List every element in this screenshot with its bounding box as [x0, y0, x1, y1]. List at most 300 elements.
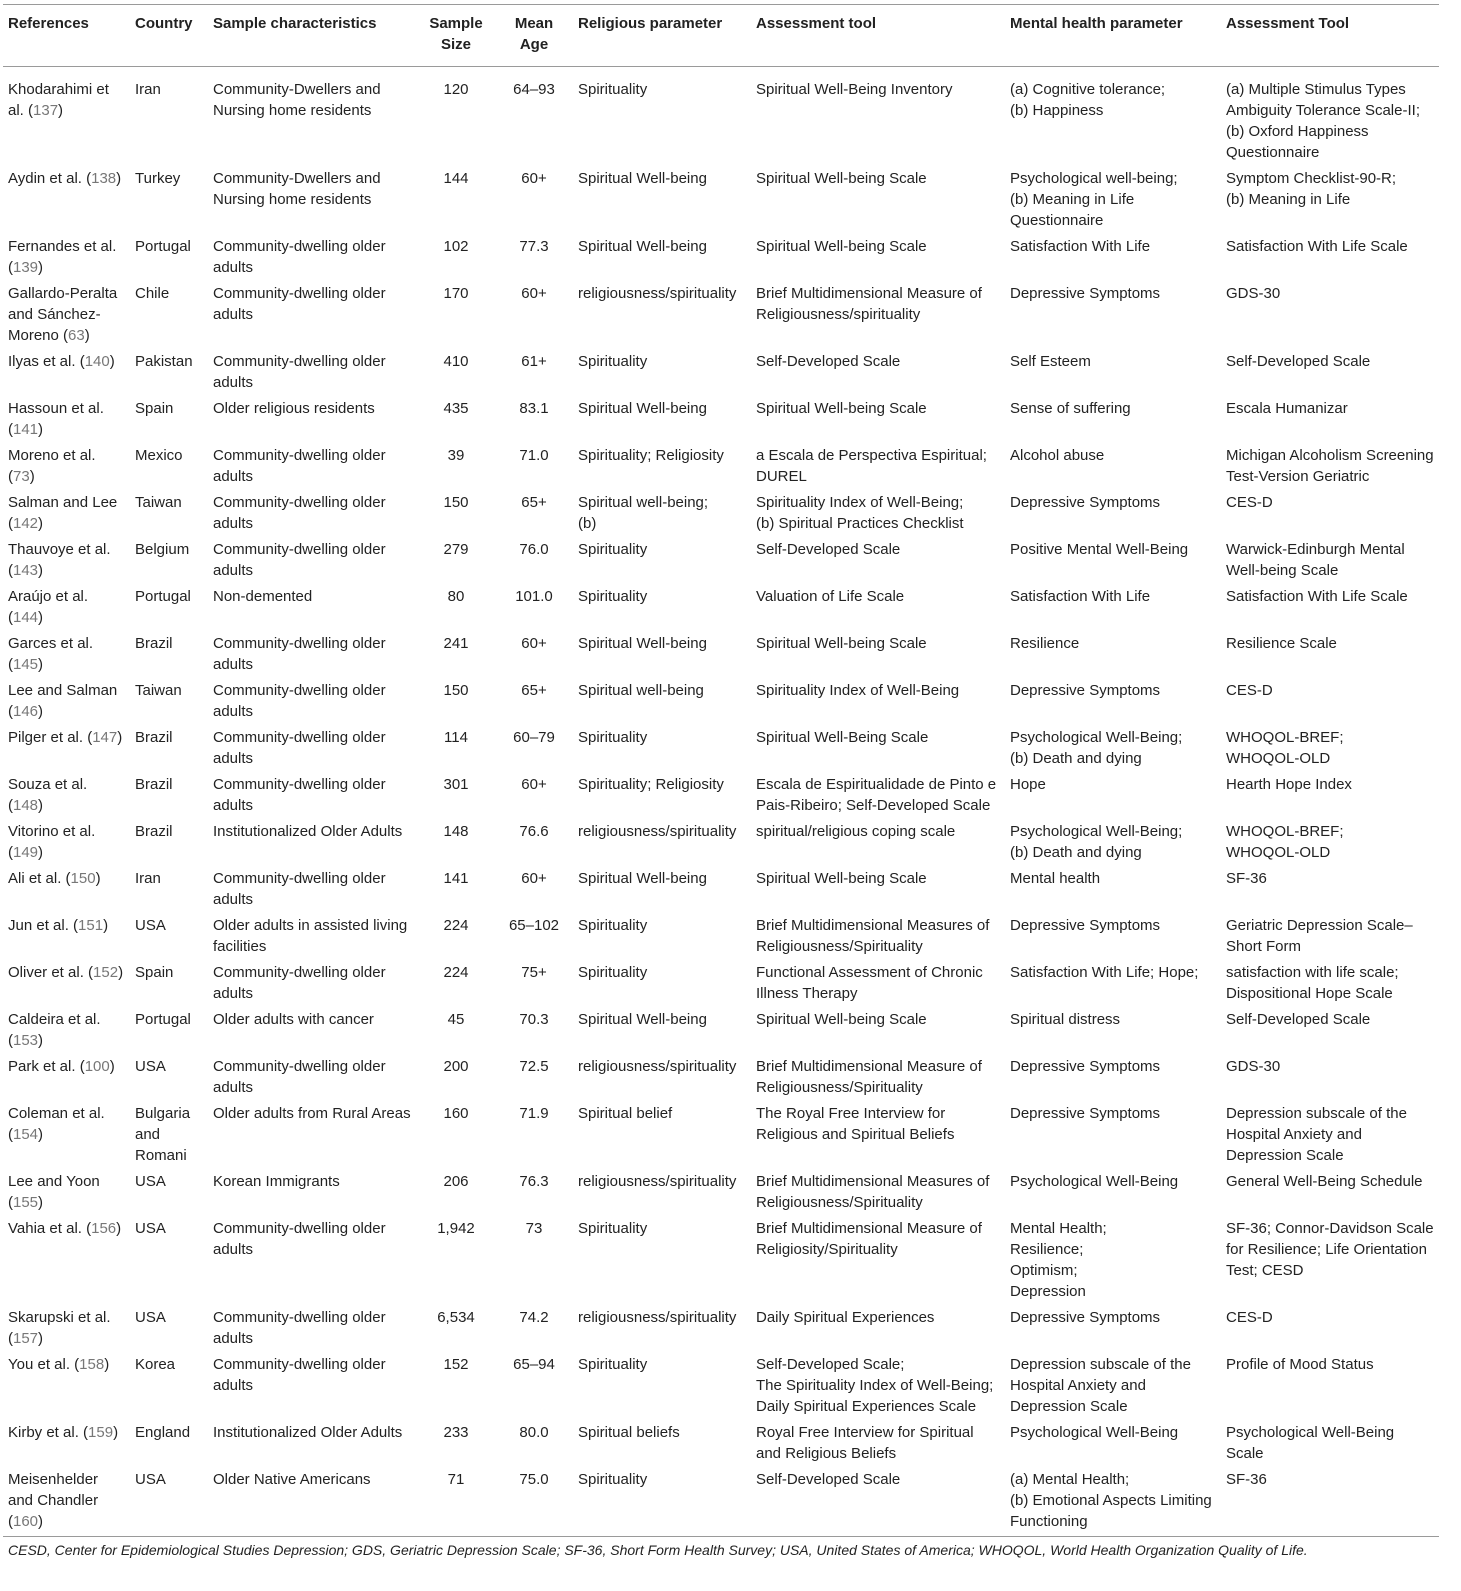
cell-assessment-tool — [751, 346, 1005, 393]
cell-text: Valuation of Life Scale — [756, 588, 905, 605]
reference-link[interactable]: 157 — [13, 1330, 39, 1347]
cell-assessment-tool — [751, 1464, 1005, 1537]
reference-link[interactable]: 141 — [13, 421, 39, 438]
cell-text: Spain — [135, 964, 174, 981]
cell-text: Psychological Well-Being Scale — [1226, 1424, 1395, 1462]
reference-link[interactable]: 149 — [13, 844, 39, 861]
cell-text: Hope — [1010, 776, 1046, 793]
cell-text: CES-D — [1226, 494, 1273, 511]
cell-mean-age — [495, 1004, 573, 1051]
cell-mental-health-tool — [1221, 863, 1439, 910]
cell-religious-parameter — [573, 816, 751, 863]
cell-text: 60+ — [521, 870, 547, 887]
cell-text: Bulgaria and Romani — [135, 1105, 191, 1164]
reference-authors: Kirby et al. — [8, 1424, 79, 1441]
reference-link[interactable]: 144 — [13, 609, 39, 626]
cell-text: Community-dwelling older adults — [213, 353, 386, 391]
cell-religious-parameter — [573, 581, 751, 628]
cell-text: USA — [135, 1471, 166, 1488]
reference-authors: Skarupski et al. — [8, 1309, 111, 1326]
cell-country — [130, 769, 208, 816]
reference-authors: Gallardo-Peralta and Sánchez-Moreno — [8, 285, 118, 344]
cell-mental-health-tool — [1221, 440, 1439, 487]
table-row — [3, 1349, 1439, 1417]
cell-sample-characteristics — [208, 581, 417, 628]
cell-religious-parameter — [573, 231, 751, 278]
cell-mental-health-parameter — [1005, 231, 1221, 278]
cell-country — [130, 816, 208, 863]
cell-text: Spiritual Well-being Scale — [756, 870, 927, 887]
cell-country — [130, 1302, 208, 1349]
cell-text: 61+ — [521, 353, 547, 370]
cell-text: USA — [135, 1309, 166, 1326]
cell-mean-age — [495, 628, 573, 675]
cell-text: Spirituality; Religiosity — [578, 447, 724, 464]
cell-text: Spiritual Well-being — [578, 238, 707, 255]
reference-link[interactable]: 138 — [91, 170, 117, 187]
reference-authors: You et al. — [8, 1356, 70, 1373]
table-row — [3, 487, 1439, 534]
cell-reference: Aydin et al. (138) — [8, 170, 122, 187]
cell-text: 141 — [443, 870, 469, 887]
cell-text: Geriatric Depression Scale–Short Form — [1226, 917, 1413, 955]
cell-country — [130, 278, 208, 346]
cell-text: 6,534 — [437, 1309, 475, 1326]
cell-religious-parameter — [573, 393, 751, 440]
reference-link[interactable]: 159 — [88, 1424, 114, 1441]
cell-sample-size — [417, 163, 495, 231]
cell-mean-age — [495, 910, 573, 957]
cell-text: 83.1 — [519, 400, 549, 417]
cell-text: 65–102 — [508, 917, 560, 934]
cell-mental-health-parameter — [1005, 581, 1221, 628]
header-country: Country — [130, 5, 208, 67]
cell-mean-age — [495, 957, 573, 1004]
table-row — [3, 1417, 1439, 1464]
cell-mental-health-tool — [1221, 346, 1439, 393]
cell-mental-health-tool — [1221, 1349, 1439, 1417]
cell-text: Older adults in assisted living facilities — [213, 917, 408, 955]
cell-mental-health-parameter — [1005, 1098, 1221, 1166]
cell-religious-parameter — [573, 1051, 751, 1098]
cell-text: Spiritual Well-being — [578, 1011, 707, 1028]
cell-reference: Souza et al. (148) — [8, 776, 88, 814]
reference-link[interactable]: 142 — [13, 515, 39, 532]
cell-text: 76.3 — [519, 1173, 549, 1190]
table-row — [3, 346, 1439, 393]
cell-text: 75+ — [521, 964, 547, 981]
cell-text: 45 — [447, 1011, 465, 1028]
cell-mean-age — [495, 440, 573, 487]
reference-authors: Hassoun et al. — [8, 400, 104, 417]
reference-link[interactable]: 151 — [78, 917, 104, 934]
cell-text: Community-dwelling older adults — [213, 238, 386, 276]
cell-text: 70.3 — [519, 1011, 549, 1028]
cell-text: Community-dwelling older adults — [213, 494, 386, 532]
cell-text: Self-Developed Scale — [1226, 1011, 1371, 1028]
reference-link[interactable]: 153 — [13, 1032, 39, 1049]
cell-sample-characteristics — [208, 816, 417, 863]
cell-text: Psychological Well-Being — [1010, 1173, 1179, 1190]
cell-country — [130, 163, 208, 231]
cell-religious-parameter — [573, 1213, 751, 1302]
cell-text: (b) Meaning in Life Questionnaire — [1010, 191, 1135, 229]
cell-text: Spiritual Well-being Scale — [756, 1011, 927, 1028]
cell-text: Community-dwelling older adults — [213, 870, 386, 908]
table-row — [3, 67, 1439, 164]
cell-text: Self-Developed Scale — [756, 541, 901, 558]
cell-reference: Park et al. (100) — [8, 1058, 115, 1075]
table-row — [3, 1464, 1439, 1537]
cell-reference: Fernandes et al. (139) — [8, 238, 117, 276]
cell-mental-health-parameter — [1005, 957, 1221, 1004]
reference-link[interactable]: 137 — [33, 102, 59, 119]
cell-sample-characteristics — [208, 675, 417, 722]
cell-sample-size — [417, 278, 495, 346]
cell-country — [130, 1004, 208, 1051]
cell-text: Brief Multidimensional Measure of Religiousness/Spirituality — [756, 1058, 982, 1096]
cell-assessment-tool — [751, 534, 1005, 581]
cell-text: Warwick-Edinburgh Mental Well-being Scale — [1226, 541, 1405, 579]
cell-text: Spirituality Index of Well-Being; — [756, 494, 964, 511]
cell-mental-health-tool — [1221, 816, 1439, 863]
cell-sample-characteristics — [208, 1166, 417, 1213]
cell-mean-age — [495, 1302, 573, 1349]
reference-link[interactable]: 143 — [13, 562, 39, 579]
cell-text: (b) Death and dying — [1010, 750, 1142, 767]
cell-text: Escala Humanizar — [1226, 400, 1348, 417]
cell-reference: Hassoun et al. (141) — [8, 400, 104, 438]
cell-text: Iran — [135, 870, 161, 887]
cell-assessment-tool — [751, 1004, 1005, 1051]
cell-text: Brazil — [135, 823, 173, 840]
cell-text: Spirituality — [578, 541, 648, 558]
cell-text: 64–93 — [513, 81, 555, 98]
cell-sample-size — [417, 393, 495, 440]
cell-text: Spiritual beliefs — [578, 1424, 680, 1441]
cell-sample-size — [417, 1213, 495, 1302]
cell-text: a Escala de Perspectiva Espiritual; — [756, 447, 987, 464]
cell-text: Profile of Mood Status — [1226, 1356, 1374, 1373]
table-footnote: CESD, Center for Epidemiological Studies Depression; GDS, Geriatric Depression Scale; SF-36, Short Form Health Survey; USA, United States of America; WHOQOL, World Health Organization Quality of Life. — [3, 1537, 1439, 1561]
reference-link[interactable]: 155 — [13, 1194, 39, 1211]
cell-assessment-tool — [751, 863, 1005, 910]
cell-reference: Lee and Yoon (155) — [8, 1173, 100, 1211]
cell-country — [130, 393, 208, 440]
cell-text: Spiritual Well-being — [578, 170, 707, 187]
cell-mental-health-parameter — [1005, 487, 1221, 534]
cell-country — [130, 534, 208, 581]
cell-mean-age — [495, 346, 573, 393]
cell-text: Psychological well-being; — [1010, 170, 1178, 187]
cell-text: 74.2 — [519, 1309, 549, 1326]
cell-text: Spiritual Well-being — [578, 635, 707, 652]
cell-country — [130, 440, 208, 487]
cell-sample-characteristics — [208, 346, 417, 393]
reference-link[interactable]: 148 — [13, 797, 39, 814]
cell-mean-age — [495, 1213, 573, 1302]
cell-text: Spirituality — [578, 964, 648, 981]
reference-authors: Aydin et al. — [8, 170, 82, 187]
reference-link[interactable]: 150 — [70, 870, 96, 887]
table-row — [3, 863, 1439, 910]
cell-text: The Spirituality Index of Well-Being; — [756, 1377, 994, 1394]
cell-reference: Kirby et al. (159) — [8, 1424, 119, 1441]
cell-text: WHOQOL-OLD — [1226, 750, 1331, 767]
cell-text: Spiritual Well-being Scale — [756, 635, 927, 652]
cell-reference: Meisenhelder and Chandler (160) — [8, 1471, 99, 1530]
reference-link[interactable]: 160 — [13, 1513, 39, 1530]
table-row — [3, 722, 1439, 769]
cell-assessment-tool — [751, 675, 1005, 722]
cell-country — [130, 231, 208, 278]
cell-text: Satisfaction With Life Scale — [1226, 238, 1408, 255]
cell-reference: Oliver et al. (152) — [8, 964, 124, 981]
header-assessment-tool-2: Assessment Tool — [1221, 5, 1439, 67]
cell-religious-parameter — [573, 1302, 751, 1349]
cell-text: Older religious residents — [213, 400, 375, 417]
table-row — [3, 1004, 1439, 1051]
cell-mental-health-tool — [1221, 722, 1439, 769]
cell-assessment-tool — [751, 581, 1005, 628]
cell-text: Spirituality — [578, 1356, 648, 1373]
cell-country — [130, 910, 208, 957]
cell-text: Depressive Symptoms — [1010, 1309, 1161, 1326]
cell-mean-age — [495, 278, 573, 346]
cell-mean-age — [495, 1417, 573, 1464]
cell-sample-characteristics — [208, 231, 417, 278]
cell-text: Brazil — [135, 729, 173, 746]
table-row — [3, 163, 1439, 231]
cell-text: (b) Meaning in Life — [1226, 191, 1351, 208]
cell-mental-health-tool — [1221, 534, 1439, 581]
cell-text: 114 — [444, 729, 468, 746]
reference-link[interactable]: 139 — [13, 259, 39, 276]
cell-country — [130, 1417, 208, 1464]
cell-mean-age — [495, 675, 573, 722]
cell-mental-health-parameter — [1005, 863, 1221, 910]
cell-text: 39 — [447, 447, 465, 464]
cell-religious-parameter — [573, 1464, 751, 1537]
cell-text: 435 — [443, 400, 469, 417]
cell-religious-parameter — [573, 1166, 751, 1213]
cell-text: Hearth Hope Index — [1226, 776, 1352, 793]
reference-authors: Oliver et al. — [8, 964, 84, 981]
cell-assessment-tool — [751, 231, 1005, 278]
cell-country — [130, 1349, 208, 1417]
cell-text: Self-Developed Scale — [756, 1471, 901, 1488]
cell-mental-health-parameter — [1005, 67, 1221, 164]
cell-text: 71.0 — [519, 447, 549, 464]
cell-assessment-tool — [751, 816, 1005, 863]
reference-link[interactable]: 147 — [92, 729, 118, 746]
table-row — [3, 816, 1439, 863]
cell-sample-size — [417, 440, 495, 487]
cell-mean-age — [495, 1098, 573, 1166]
reference-link[interactable]: 73 — [13, 468, 30, 485]
cell-text: CES-D — [1226, 682, 1273, 699]
cell-mean-age — [495, 581, 573, 628]
reference-authors: Lee and Salman — [8, 682, 118, 699]
cell-country — [130, 1098, 208, 1166]
cell-sample-characteristics — [208, 1417, 417, 1464]
cell-mental-health-tool — [1221, 163, 1439, 231]
cell-text: 148 — [443, 823, 469, 840]
cell-mental-health-parameter — [1005, 1213, 1221, 1302]
cell-text: Resilience; — [1010, 1241, 1084, 1258]
cell-text: Depressive Symptoms — [1010, 494, 1161, 511]
cell-mental-health-tool — [1221, 1166, 1439, 1213]
cell-text: 60+ — [521, 635, 547, 652]
cell-text: 60+ — [521, 170, 547, 187]
cell-sample-characteristics — [208, 67, 417, 164]
cell-religious-parameter — [573, 163, 751, 231]
cell-text: Satisfaction With Life — [1010, 238, 1151, 255]
table-row — [3, 1302, 1439, 1349]
studies-table — [3, 4, 1439, 1560]
cell-text: Community-Dwellers and Nursing home residents — [213, 81, 381, 119]
reference-authors: Garces et al. — [8, 635, 94, 652]
cell-mean-age — [495, 231, 573, 278]
cell-text: 73 — [525, 1220, 543, 1237]
cell-country — [130, 863, 208, 910]
cell-text: 152 — [443, 1356, 469, 1373]
cell-text: Brief Multidimensional Measures of Religiousness/Spirituality — [756, 917, 990, 955]
reference-link[interactable]: 146 — [13, 703, 39, 720]
reference-authors: Meisenhelder and Chandler — [8, 1471, 99, 1509]
cell-text: Resilience — [1010, 635, 1080, 652]
cell-text: Depressive Symptoms — [1010, 1058, 1161, 1075]
cell-sample-size — [417, 67, 495, 164]
cell-text: GDS-30 — [1226, 1058, 1281, 1075]
cell-mean-age — [495, 487, 573, 534]
cell-text: Institutionalized Older Adults — [213, 823, 403, 840]
cell-text: Iran — [135, 81, 161, 98]
reference-link[interactable]: 152 — [93, 964, 119, 981]
cell-text: Older adults from Rural Areas — [213, 1105, 411, 1122]
cell-assessment-tool — [751, 722, 1005, 769]
reference-link[interactable]: 100 — [84, 1058, 110, 1075]
cell-text: WHOQOL-BREF; — [1226, 823, 1344, 840]
reference-link[interactable]: 63 — [68, 327, 85, 344]
cell-text: (b) Emotional Aspects Limiting Functioning — [1010, 1492, 1212, 1530]
cell-text: 60+ — [521, 285, 547, 302]
cell-reference: You et al. (158) — [8, 1356, 110, 1373]
cell-text: religiousness/spirituality — [578, 823, 737, 840]
cell-sample-size — [417, 581, 495, 628]
cell-text: (b) — [578, 515, 597, 532]
header-mean-age: Mean Age — [495, 5, 573, 67]
cell-text: Spirituality — [578, 729, 648, 746]
reference-authors: Thauvoye et al. — [8, 541, 111, 558]
reference-link[interactable]: 156 — [91, 1220, 117, 1237]
reference-authors: Khodarahimi et al. — [8, 81, 109, 119]
cell-text: Older Native Americans — [213, 1471, 371, 1488]
cell-sample-characteristics — [208, 393, 417, 440]
cell-mean-age — [495, 1051, 573, 1098]
cell-text: Spirituality — [578, 1220, 648, 1237]
cell-mental-health-tool — [1221, 393, 1439, 440]
cell-text: 60+ — [521, 776, 547, 793]
cell-sample-size — [417, 816, 495, 863]
cell-religious-parameter — [573, 675, 751, 722]
cell-mental-health-parameter — [1005, 1302, 1221, 1349]
cell-country — [130, 487, 208, 534]
table-header — [3, 5, 1439, 67]
cell-text: Korea — [135, 1356, 176, 1373]
table-row — [3, 534, 1439, 581]
cell-mean-age — [495, 722, 573, 769]
cell-mean-age — [495, 1166, 573, 1213]
reference-link[interactable]: 140 — [84, 353, 110, 370]
cell-mental-health-tool — [1221, 675, 1439, 722]
cell-mean-age — [495, 863, 573, 910]
cell-text: Community-Dwellers and Nursing home residents — [213, 170, 381, 208]
cell-assessment-tool — [751, 1213, 1005, 1302]
cell-sample-size — [417, 1051, 495, 1098]
cell-sample-size — [417, 534, 495, 581]
reference-authors: Araújo et al. — [8, 588, 89, 605]
cell-sample-characteristics — [208, 957, 417, 1004]
cell-religious-parameter — [573, 769, 751, 816]
reference-link[interactable]: 145 — [13, 656, 39, 673]
cell-text: Depression subscale of the Hospital Anxiety and Depression Scale — [1226, 1105, 1407, 1164]
cell-religious-parameter — [573, 487, 751, 534]
cell-text: 65+ — [521, 494, 547, 511]
cell-mental-health-tool — [1221, 1302, 1439, 1349]
cell-text: Community-dwelling older adults — [213, 635, 386, 673]
cell-text: 76.6 — [519, 823, 549, 840]
header-references: References — [3, 5, 130, 67]
cell-assessment-tool — [751, 393, 1005, 440]
cell-text: Depressive Symptoms — [1010, 285, 1161, 302]
cell-text: (a) Mental Health; — [1010, 1471, 1130, 1488]
cell-text: Brazil — [135, 635, 173, 652]
cell-reference: Vitorino et al. (149) — [8, 823, 96, 861]
cell-mean-age — [495, 816, 573, 863]
cell-sample-characteristics — [208, 1302, 417, 1349]
cell-text: Resilience Scale — [1226, 635, 1337, 652]
reference-authors: Salman and Lee — [8, 494, 118, 511]
cell-reference: Gallardo-Peralta and Sánchez-Moreno (63) — [8, 285, 118, 344]
cell-text: Optimism; — [1010, 1262, 1078, 1279]
cell-religious-parameter — [573, 722, 751, 769]
reference-link[interactable]: 158 — [79, 1356, 105, 1373]
cell-mental-health-tool — [1221, 1004, 1439, 1051]
cell-text: Royal Free Interview for Spiritual and Religious Beliefs — [756, 1424, 974, 1462]
cell-assessment-tool — [751, 163, 1005, 231]
cell-sample-characteristics — [208, 534, 417, 581]
cell-text: religiousness/spirituality — [578, 285, 737, 302]
cell-mental-health-tool — [1221, 628, 1439, 675]
cell-mean-age — [495, 534, 573, 581]
cell-text: Portugal — [135, 238, 191, 255]
cell-text: 77.3 — [519, 238, 549, 255]
cell-text: Psychological Well-Being; — [1010, 729, 1183, 746]
cell-text: 120 — [443, 81, 469, 98]
cell-text: Depressive Symptoms — [1010, 682, 1161, 699]
cell-reference: Ilyas et al. (140) — [8, 353, 115, 370]
cell-mental-health-parameter — [1005, 1349, 1221, 1417]
cell-mental-health-parameter — [1005, 910, 1221, 957]
reference-authors: Coleman et al. — [8, 1105, 105, 1122]
table-row — [3, 440, 1439, 487]
cell-assessment-tool — [751, 67, 1005, 164]
cell-assessment-tool — [751, 1166, 1005, 1213]
cell-assessment-tool — [751, 1417, 1005, 1464]
cell-text: 224 — [443, 964, 469, 981]
reference-link[interactable]: 154 — [13, 1126, 39, 1143]
